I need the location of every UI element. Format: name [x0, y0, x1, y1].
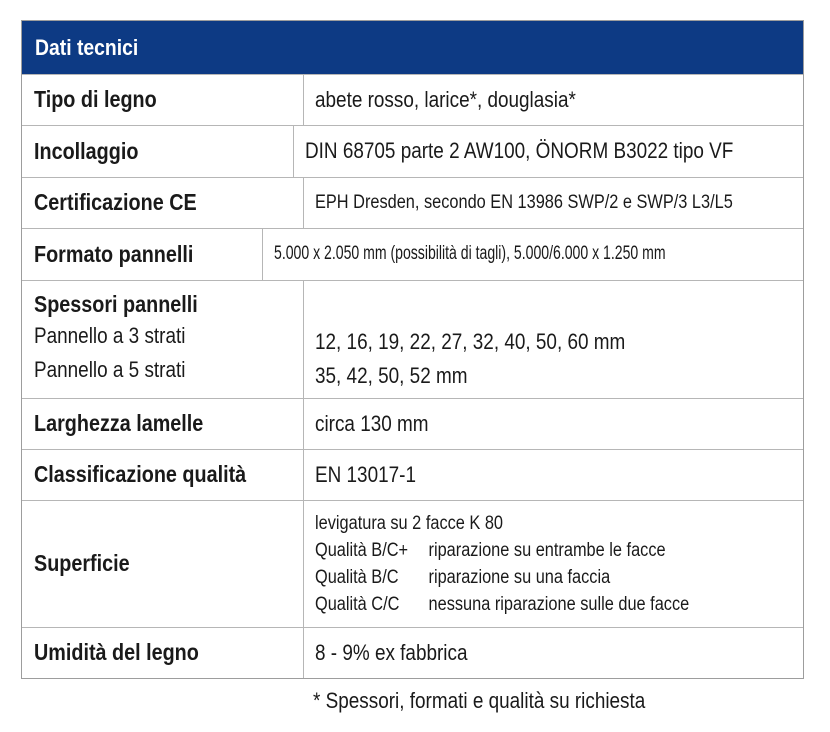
row-value: 35, 42, 50, 52 mm	[315, 363, 468, 388]
row-wood-type	[22, 74, 803, 125]
row-label-cell	[22, 178, 304, 228]
row-label: Larghezza lamelle	[34, 410, 204, 437]
table-header	[22, 21, 803, 74]
row-label: Spessori pannelli	[34, 291, 198, 317]
surface-quality: Qualità C/C	[315, 594, 400, 615]
row-label-cell	[22, 399, 304, 449]
row-label: Superficie	[34, 550, 130, 577]
row-sub-label: Pannello a 5 strati	[34, 356, 186, 382]
table-title: Dati tecnici	[35, 34, 139, 60]
row-sub-label: Pannello a 3 strati	[34, 322, 186, 348]
row-label-cell	[22, 450, 304, 500]
row-label-cell	[22, 501, 304, 627]
surface-description: nessuna riparazione sulle due facce	[428, 594, 690, 615]
row-value: DIN 68705 parte 2 AW100, ÖNORM B3022 tipo VF	[304, 138, 734, 164]
row-value-cell	[263, 229, 803, 280]
row-value: EPH Dresden, secondo EN 13986 SWP/2 e SWP/3 L3/L5	[315, 191, 733, 213]
row-label: Incollaggio	[34, 137, 139, 164]
row-wood-moisture	[22, 627, 803, 678]
surface-quality: Qualità B/C	[315, 567, 399, 588]
row-label: Certificazione CE	[34, 189, 197, 216]
row-value: 12, 16, 19, 22, 27, 32, 40, 50, 60 mm	[315, 329, 626, 354]
row-lamella-width	[22, 398, 803, 449]
row-value: circa 130 mm	[315, 410, 429, 436]
row-surface	[22, 500, 803, 627]
row-label: Formato pannelli	[34, 240, 194, 267]
row-panel-format	[22, 228, 803, 280]
row-value: abete rosso, larice*, douglasia*	[315, 86, 576, 112]
row-panel-thickness	[22, 280, 803, 398]
technical-data-sheet	[21, 20, 804, 679]
row-label: Classificazione qualità	[34, 461, 247, 488]
surface-description: riparazione su entrambe le facce	[428, 540, 666, 561]
row-quality-class	[22, 449, 803, 500]
row-label-cell	[22, 126, 294, 177]
row-label-cell	[22, 75, 304, 125]
row-value: 5.000 x 2.050 mm (possibilità di tagli), 5.000/6.000 x 1.250 mm	[273, 243, 666, 265]
row-value-cell	[304, 450, 803, 500]
footnote: * Spessori, formati e qualità su richiesta	[313, 688, 646, 713]
surface-line	[315, 591, 735, 618]
row-gluing	[22, 125, 803, 177]
row-value: EN 13017-1	[315, 461, 416, 487]
surface-line	[315, 564, 735, 591]
surface-description: riparazione su una faccia	[428, 567, 611, 588]
technical-data-table	[21, 20, 804, 679]
row-label-cell	[22, 281, 304, 398]
row-value-cell	[304, 628, 803, 678]
surface-finish: levigatura su 2 facce K 80	[315, 513, 504, 534]
row-label: Tipo di legno	[34, 86, 157, 113]
row-value-cell	[304, 501, 803, 627]
row-label: Umidità del legno	[34, 639, 199, 666]
row-value-cell	[304, 281, 803, 398]
row-value-cell	[294, 126, 803, 177]
row-label-cell	[22, 628, 304, 678]
row-label-cell	[22, 229, 263, 280]
surface-line	[315, 510, 735, 537]
row-value-cell	[304, 178, 803, 228]
row-value-cell	[304, 75, 803, 125]
row-value-cell	[304, 399, 803, 449]
row-value: 8 - 9% ex fabbrica	[315, 639, 468, 665]
row-ce-certification	[22, 177, 803, 228]
surface-line	[315, 537, 735, 564]
surface-quality: Qualità B/C+	[315, 540, 409, 561]
